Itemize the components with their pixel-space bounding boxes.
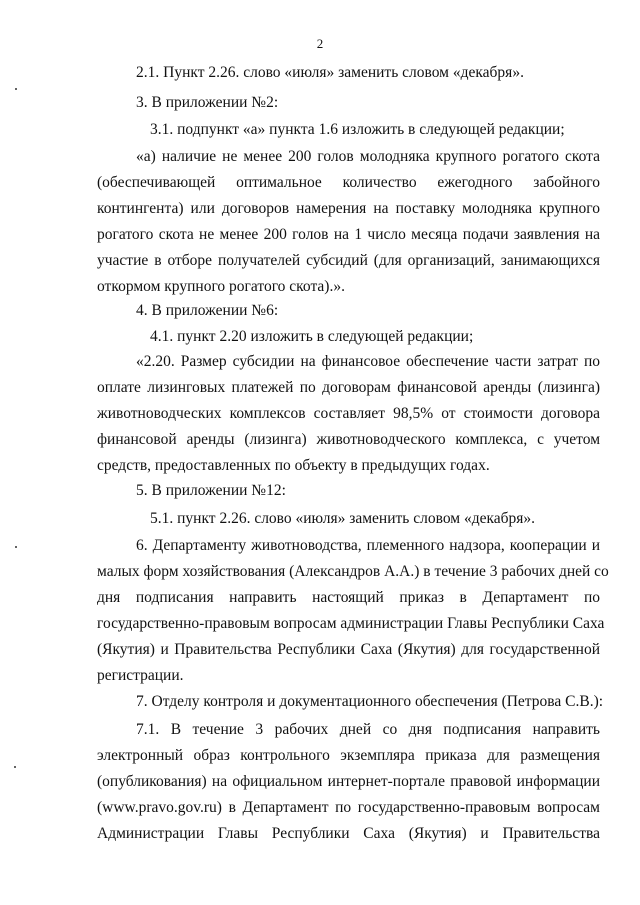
text-line: рогатого скота не менее 200 голов на 1 число месяца подачи заявления на (97, 226, 600, 243)
text-line: 5.1. пункт 2.26. слово «июля» заменить словом «декабря». (150, 510, 536, 527)
text-line: 6. Департаменту животноводства, племенного надзора, кооперации и (136, 537, 600, 554)
text-line: (опубликования) на официальном интернет-портале правовой информации (97, 773, 600, 790)
text-line: 2.1. Пункт 2.26. слово «июля» заменить словом «декабря». (136, 64, 524, 81)
scan-speck (15, 88, 17, 90)
text-line: регистрации. (97, 667, 184, 684)
text-line: откормом крупного рогатого скота).». (97, 278, 345, 295)
text-line: оплате лизинговых платежей по договорам финансовой аренды (лизинга) (97, 379, 600, 396)
text-line: «а) наличие не менее 200 голов молодняка крупного рогатого скота (136, 148, 600, 165)
text-line: 4. В приложении №6: (136, 302, 279, 319)
text-line: контингента) или договоров намерения на поставку молодняка крупного (97, 200, 600, 217)
text-line: государственно-правовым вопросам администрации Главы Республики Саха (97, 615, 605, 632)
text-line: электронный образ контрольного экземпляра приказа для размещения (97, 747, 600, 764)
text-line: (обеспечивающей оптимальное количество ежегодного забойного (97, 174, 600, 191)
text-line: 7. Отделу контроля и документационного обеспечения (Петрова С.В.): (136, 693, 604, 710)
text-line: средств, предоставленных по объекту в предыдущих годах. (97, 457, 490, 474)
scan-speck (14, 766, 16, 768)
text-line: участие в отборе получателей субсидий (для организаций, занимающихся (97, 252, 600, 269)
text-line: 3.1. подпункт «а» пункта 1.6 изложить в следующей редакции; (150, 121, 565, 138)
text-line: 4.1. пункт 2.20 изложить в следующей редакции; (150, 328, 474, 345)
text-line: «2.20. Размер субсидии на финансовое обеспечение части затрат по (136, 353, 600, 370)
text-line: 3. В приложении №2: (136, 94, 279, 111)
text-line: малых форм хозяйствования (Александров А.А.) в течение 3 рабочих дней со (97, 563, 609, 580)
text-line: (Якутия) и Правительства Республики Саха (Якутия) для государственной (97, 641, 600, 658)
text-line: 7.1. В течение 3 рабочих дней со дня подписания направить (136, 721, 600, 738)
text-line: финансовой аренды (лизинга) животноводческого комплекса, с учетом (97, 431, 600, 448)
page-number: 2 (316, 36, 324, 51)
scan-speck (15, 546, 17, 548)
text-line: дня подписания направить настоящий приказ в Департамент по (97, 589, 600, 606)
text-line: Администрации Главы Республики Саха (Якутия) и Правительства (97, 825, 600, 842)
text-line: животноводческих комплексов составляет 98,5% от стоимости договора (97, 405, 600, 422)
text-line: (www.pravo.gov.ru) в Департамент по государственно-правовым вопросам (97, 799, 600, 816)
text-line: 5. В приложении №12: (136, 482, 286, 499)
